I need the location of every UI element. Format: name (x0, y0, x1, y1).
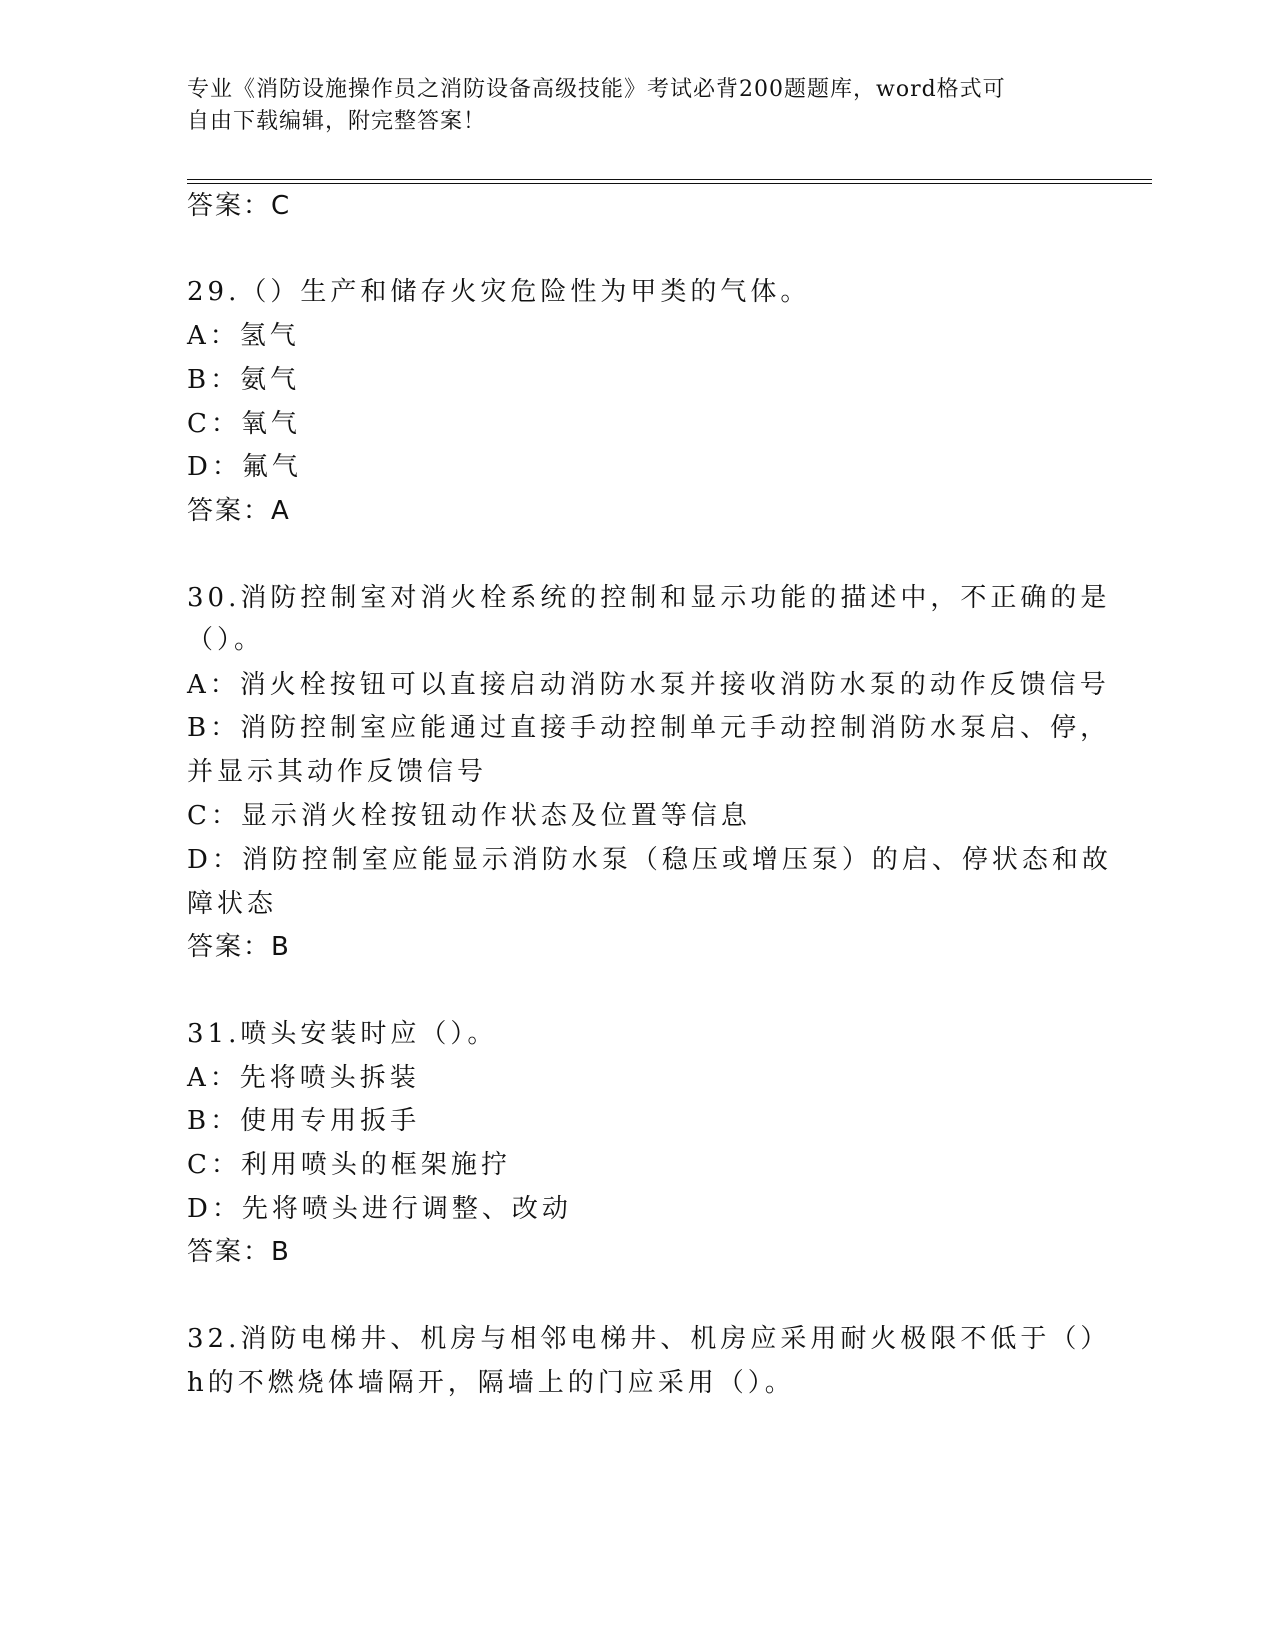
question-29-stem: 29.（）生产和储存火灾危险性为甲类的气体。 (187, 277, 811, 307)
question-29-option-b: B：氨气 (187, 365, 301, 395)
question-30-option-a: A：消火栓按钮可以直接启动消防水泵并接收消防水泵的动作反馈信号 (187, 670, 1110, 700)
question-32-stem-line-2: h的不燃烧体墙隔开，隔墙上的门应采用（）。 (187, 1368, 795, 1398)
question-31-option-a: A：先将喷头拆装 (187, 1063, 420, 1093)
question-30-option-d-line-1: D：消防控制室应能显示消防水泵（稳压或增压泵）的启、停状态和故 (187, 845, 1112, 875)
header-divider-bottom (187, 183, 1152, 184)
question-30-option-d-line-2: 障状态 (187, 889, 278, 919)
question-30-option-b-line-2: 并显示其动作反馈信号 (187, 757, 488, 787)
header-divider-top (187, 179, 1152, 180)
header-line-2: 自由下载编辑，附完整答案！ (187, 109, 487, 134)
question-29-option-d: D：氟气 (187, 452, 302, 482)
question-32-stem-line-1: 32.消防电梯井、机房与相邻电梯井、机房应采用耐火极限不低于（） (187, 1324, 1111, 1354)
question-31-option-b: B：使用专用扳手 (187, 1106, 421, 1136)
answer-28: 答案：C (187, 191, 292, 221)
question-29-option-c: C：氧气 (187, 409, 301, 439)
answer-30: 答案：B (187, 932, 291, 962)
header-line-1: 专业《消防设施操作员之消防设备高级技能》考试必背200题题库，word格式可 (187, 77, 1006, 102)
question-30-stem-line-1: 30.消防控制室对消火栓系统的控制和显示功能的描述中，不正确的是 (187, 583, 1111, 613)
question-30-option-b-line-1: B：消防控制室应能通过直接手动控制单元手动控制消防水泵启、停， (187, 713, 1111, 743)
question-31-stem: 31.喷头安装时应（）。 (187, 1019, 498, 1049)
question-30-stem-line-2: （）。 (187, 625, 265, 655)
question-29-option-a: A：氢气 (187, 321, 300, 351)
question-30-option-c: C：显示消火栓按钮动作状态及位置等信息 (187, 801, 751, 831)
question-31-option-d: D：先将喷头进行调整、改动 (187, 1194, 572, 1224)
answer-29: 答案：A (187, 496, 291, 526)
document-header (187, 74, 1087, 138)
question-31-option-c: C：利用喷头的框架施拧 (187, 1150, 511, 1180)
answer-31: 答案：B (187, 1237, 291, 1267)
